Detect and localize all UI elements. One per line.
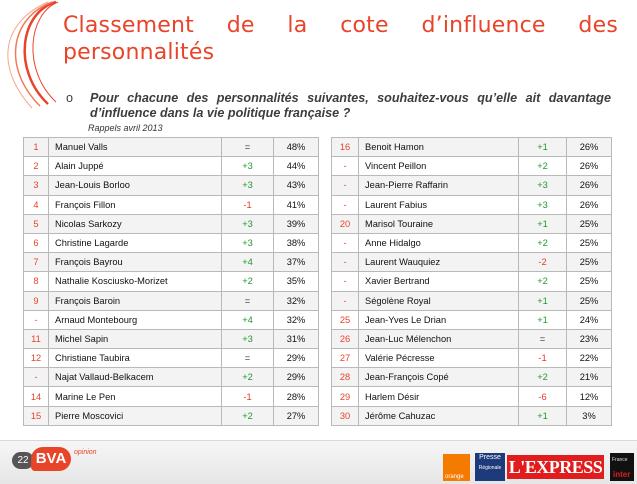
percent-cell: 26% <box>567 176 612 195</box>
table-row <box>24 310 319 329</box>
table-row <box>332 291 612 310</box>
name-cell: Najat Vallaud-Belkacem <box>49 368 222 387</box>
percent-cell: 26% <box>567 195 612 214</box>
name-cell: Anne Hidalgo <box>359 233 519 252</box>
evolution-cell: -6 <box>519 387 567 406</box>
evolution-cell: +1 <box>519 214 567 233</box>
name-cell: Marine Le Pen <box>49 387 222 406</box>
percent-cell: 25% <box>567 253 612 272</box>
percent-cell: 21% <box>567 368 612 387</box>
rank-cell: 11 <box>24 329 49 348</box>
percent-cell: 29% <box>274 349 319 368</box>
name-cell: Jean-Pierre Raffarin <box>359 176 519 195</box>
question-block <box>66 91 611 121</box>
rank-cell: - <box>24 310 49 329</box>
rank-cell: 9 <box>24 291 49 310</box>
percent-cell: 37% <box>274 253 319 272</box>
percent-cell: 27% <box>274 406 319 425</box>
table-row <box>24 368 319 387</box>
title-word: cote <box>340 13 389 38</box>
table-row <box>332 157 612 176</box>
table-row <box>332 176 612 195</box>
evolution-cell: +2 <box>222 368 274 387</box>
presse-regionale-logo <box>475 453 505 481</box>
rank-cell: - <box>332 291 359 310</box>
evolution-cell: = <box>222 138 274 157</box>
orange-logo-text: orange <box>445 474 464 480</box>
percent-cell: 25% <box>567 272 612 291</box>
rank-cell: 30 <box>332 406 359 425</box>
name-cell: François Fillon <box>49 195 222 214</box>
name-cell: Nicolas Sarkozy <box>49 214 222 233</box>
rank-cell: 27 <box>332 349 359 368</box>
name-cell: Laurent Wauquiez <box>359 253 519 272</box>
name-cell: Alain Juppé <box>49 157 222 176</box>
table-row <box>332 349 612 368</box>
table-row <box>332 233 612 252</box>
table-row <box>332 368 612 387</box>
percent-cell: 26% <box>567 157 612 176</box>
question-bullet: o <box>66 91 74 105</box>
name-cell: Benoit Hamon <box>359 138 519 157</box>
evolution-cell: +3 <box>519 195 567 214</box>
percent-cell: 44% <box>274 157 319 176</box>
name-cell: Xavier Bertrand <box>359 272 519 291</box>
france-inter-logo-text: inter <box>613 470 631 479</box>
rank-cell: - <box>332 157 359 176</box>
evolution-cell: -1 <box>222 195 274 214</box>
presse-logo-text: Presse <box>479 454 501 461</box>
name-cell: Laurent Fabius <box>359 195 519 214</box>
rank-cell: - <box>332 272 359 291</box>
title-word: de <box>226 13 255 38</box>
evolution-cell: +2 <box>222 272 274 291</box>
bva-logo: BVA <box>31 447 71 471</box>
percent-cell: 41% <box>274 195 319 214</box>
rank-cell: 12 <box>24 349 49 368</box>
table-row <box>332 310 612 329</box>
rank-cell: 6 <box>24 233 49 252</box>
rank-cell: 4 <box>24 195 49 214</box>
evolution-cell: +2 <box>519 368 567 387</box>
evolution-cell: +1 <box>519 310 567 329</box>
evolution-cell: +3 <box>222 176 274 195</box>
question-text: Pour chacune des personnalités suivantes, souhaitez-vous qu’elle ait davantage d’influence dans la vie politique française ? <box>90 91 611 120</box>
name-cell: Michel Sapin <box>49 329 222 348</box>
evolution-cell: = <box>222 349 274 368</box>
evolution-cell: +2 <box>519 233 567 252</box>
evolution-cell: +1 <box>519 291 567 310</box>
evolution-cell: +1 <box>519 406 567 425</box>
rank-cell: - <box>332 176 359 195</box>
title-word: d’influence <box>421 13 546 38</box>
percent-cell: 32% <box>274 291 319 310</box>
rank-cell: 25 <box>332 310 359 329</box>
table-row <box>24 233 319 252</box>
ranking-table-left <box>23 137 319 426</box>
name-cell: Arnaud Montebourg <box>49 310 222 329</box>
rank-cell: 16 <box>332 138 359 157</box>
evolution-cell: +4 <box>222 310 274 329</box>
name-cell: Manuel Valls <box>49 138 222 157</box>
name-cell: Marisol Touraine <box>359 214 519 233</box>
table-row <box>24 387 319 406</box>
france-inter-logo <box>610 453 634 481</box>
percent-cell: 39% <box>274 214 319 233</box>
evolution-cell: +3 <box>519 176 567 195</box>
percent-cell: 25% <box>567 291 612 310</box>
evolution-cell: -2 <box>519 253 567 272</box>
name-cell: Valérie Pécresse <box>359 349 519 368</box>
rank-cell: - <box>332 253 359 272</box>
evolution-cell: +3 <box>222 157 274 176</box>
rank-cell: 5 <box>24 214 49 233</box>
rank-cell: 14 <box>24 387 49 406</box>
page-title <box>63 12 618 66</box>
name-cell: François Baroin <box>49 291 222 310</box>
percent-cell: 31% <box>274 329 319 348</box>
percent-cell: 22% <box>567 349 612 368</box>
percent-cell: 32% <box>274 310 319 329</box>
percent-cell: 48% <box>274 138 319 157</box>
bva-opinion-label: opinion <box>74 449 97 456</box>
table-row <box>24 291 319 310</box>
table-row <box>332 214 612 233</box>
lexpress-logo: L'EXPRESS <box>508 457 603 477</box>
evolution-cell: +4 <box>222 253 274 272</box>
evolution-cell: +2 <box>519 272 567 291</box>
name-cell: Harlem Désir <box>359 387 519 406</box>
evolution-cell: +1 <box>519 138 567 157</box>
percent-cell: 29% <box>274 368 319 387</box>
percent-cell: 3% <box>567 406 612 425</box>
name-cell: Jean-Luc Mélenchon <box>359 329 519 348</box>
evolution-cell: = <box>519 329 567 348</box>
rank-cell: - <box>332 195 359 214</box>
rank-cell: 29 <box>332 387 359 406</box>
table-row <box>24 349 319 368</box>
ranking-table-right <box>331 137 612 426</box>
name-cell: Vincent Peillon <box>359 157 519 176</box>
table-row <box>24 253 319 272</box>
name-cell: Jean-Louis Borloo <box>49 176 222 195</box>
table-row <box>332 253 612 272</box>
evolution-cell: +3 <box>222 214 274 233</box>
decorative-arcs <box>0 0 60 110</box>
table-row <box>332 195 612 214</box>
table-row <box>332 329 612 348</box>
table-row <box>24 272 319 291</box>
title-word: des <box>578 13 618 38</box>
title-word: Classement <box>63 13 194 38</box>
table-row <box>24 157 319 176</box>
france-inter-logo-top: France <box>612 457 628 463</box>
percent-cell: 28% <box>274 387 319 406</box>
percent-cell: 35% <box>274 272 319 291</box>
rank-cell: 2 <box>24 157 49 176</box>
percent-cell: 25% <box>567 233 612 252</box>
table-row <box>332 387 612 406</box>
rank-cell: 1 <box>24 138 49 157</box>
percent-cell: 23% <box>567 329 612 348</box>
evolution-cell: -1 <box>222 387 274 406</box>
rank-cell: 8 <box>24 272 49 291</box>
presse-logo-subtext: Régionale <box>478 465 502 471</box>
name-cell: Christiane Taubira <box>49 349 222 368</box>
name-cell: Jean-Yves Le Drian <box>359 310 519 329</box>
orange-logo <box>443 454 470 481</box>
table-row <box>24 406 319 425</box>
name-cell: Christine Lagarde <box>49 233 222 252</box>
rank-cell: 15 <box>24 406 49 425</box>
rank-cell: 7 <box>24 253 49 272</box>
name-cell: Ségolène Royal <box>359 291 519 310</box>
rank-cell: 26 <box>332 329 359 348</box>
evolution-cell: +3 <box>222 329 274 348</box>
name-cell: Jean-François Copé <box>359 368 519 387</box>
percent-cell: 43% <box>274 176 319 195</box>
name-cell: Jérôme Cahuzac <box>359 406 519 425</box>
table-row <box>24 329 319 348</box>
evolution-cell: +2 <box>519 157 567 176</box>
table-row <box>332 138 612 157</box>
percent-cell: 12% <box>567 387 612 406</box>
evolution-cell: +2 <box>222 406 274 425</box>
table-row <box>24 195 319 214</box>
rank-cell: - <box>332 233 359 252</box>
name-cell: Pierre Moscovici <box>49 406 222 425</box>
title-line-2: personnalités <box>63 40 215 65</box>
evolution-cell: -1 <box>519 349 567 368</box>
table-row <box>332 406 612 425</box>
percent-cell: 25% <box>567 214 612 233</box>
table-row <box>24 138 319 157</box>
rank-cell: 3 <box>24 176 49 195</box>
rank-cell: 20 <box>332 214 359 233</box>
name-cell: François Bayrou <box>49 253 222 272</box>
recall-note: Rappels avril 2013 <box>88 123 163 133</box>
title-line-1 <box>63 12 618 39</box>
table-row <box>24 176 319 195</box>
table-row <box>332 272 612 291</box>
rank-cell: - <box>24 368 49 387</box>
name-cell: Nathalie Kosciusko-Morizet <box>49 272 222 291</box>
table-row <box>24 214 319 233</box>
percent-cell: 26% <box>567 138 612 157</box>
page-number: 22 <box>12 452 34 469</box>
percent-cell: 38% <box>274 233 319 252</box>
evolution-cell: = <box>222 291 274 310</box>
evolution-cell: +3 <box>222 233 274 252</box>
rank-cell: 28 <box>332 368 359 387</box>
title-word: la <box>287 13 308 38</box>
percent-cell: 24% <box>567 310 612 329</box>
